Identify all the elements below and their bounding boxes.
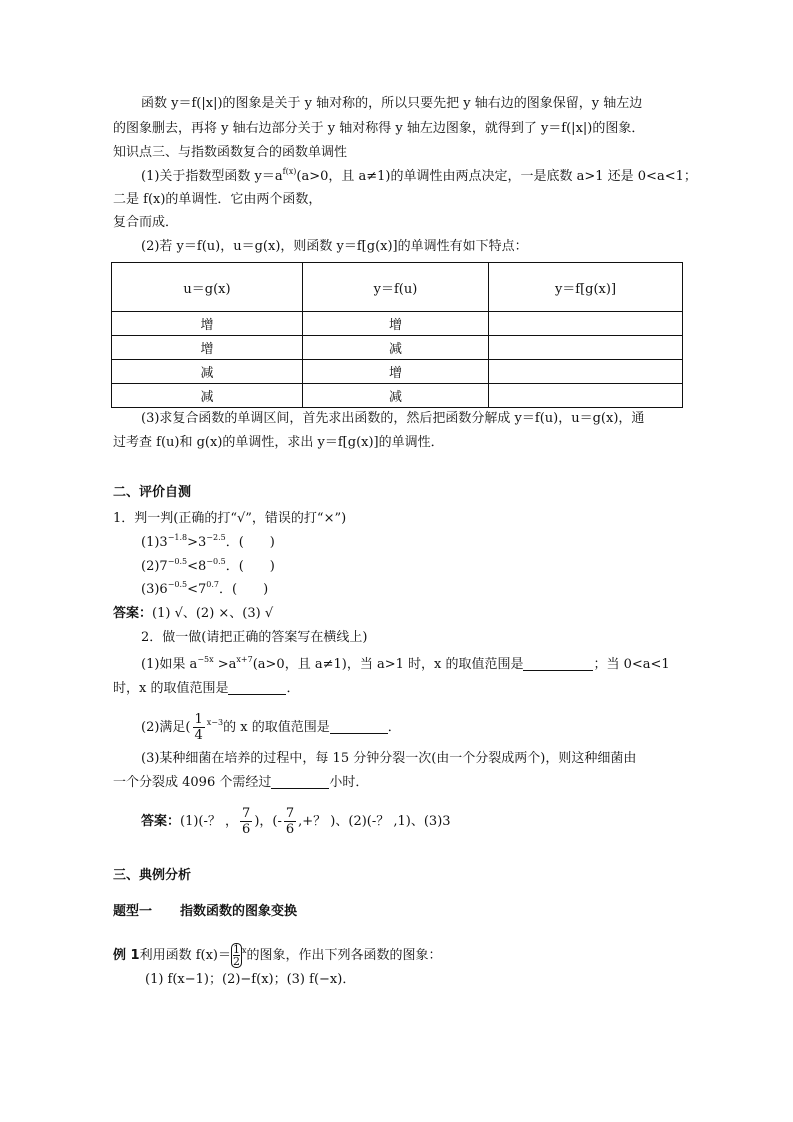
q1-item: $(3)6^{-0.5}<7^{0.7}$．( ) [141,580,269,597]
example-1: 例 1利用函数 f(x)＝ $\frac{1}{2}$ $^x$的图象，作出下列各函数的图象： [113,943,442,968]
fraction: $\frac{1}{4}$ [194,712,203,743]
answer-blank[interactable] [271,774,329,789]
type-heading: 题型一 指数函数的图象变换 [113,904,298,919]
q1-item: $(1)3^{-1.8}>3^{-2.5}$．( ) [141,533,275,550]
table-cell: 增 [112,312,303,336]
table-cell [489,312,683,336]
q1-answer: 答案：(1) √、(2) ×、(3) √ [113,606,274,621]
table-cell: 减 [303,336,489,360]
table-cell: 减 [112,360,303,384]
intro-line-2: 的图象删去，再将 y 轴右边部分关于 y 轴对称得 y 轴左边图象，就得到了 y＝f(|x|)的图象． [113,121,645,136]
knowledge-p1-line3: 复合而成． [113,215,179,230]
q1-item: $(2)7^{-0.5}<8^{-0.5}$．( ) [141,557,275,574]
table-header-cell: u＝g(x) [112,263,303,312]
table-cell [489,360,683,384]
table-row [112,312,683,336]
q2-item-1: (1)如果 $a^{-5x} >a^{x+7}(a>0$，且 a≠1)，当 a>1 时，x 的取值范围是 ；当 0<a<1 [141,655,670,672]
table-cell: 减 [303,384,489,408]
answer-blank[interactable] [228,680,286,695]
section-heading-examples: 三、典例分析 [113,868,192,883]
table-header-cell: y＝f(u) [303,263,489,312]
table-cell: 增 [303,360,489,384]
answer-blank[interactable] [330,719,388,734]
q2-item-1-line2: 时，x 的取值范围是 ． [113,681,300,696]
table-cell [489,384,683,408]
example-1-items: (1) f(x−1)；(2)−f(x)；(3) f(−x)． [145,972,356,987]
table-header-cell: y＝f[g(x)] [489,263,683,312]
fraction: $\frac{7}{6}$ [285,806,295,837]
section-heading-self-test: 二、评价自测 [113,485,192,500]
knowledge-heading: 知识点三、与指数函数复合的函数单调性 [113,145,348,160]
table-cell: 减 [112,384,303,408]
q2-answer: 答案：(1)(-？ ， $\frac{7}{6}$ )，(- $\frac{7}{6}$ ,+？ )、(2)(-？ ,1)、(3)3 [141,806,451,837]
table-header-row [112,263,683,312]
q2-title: 2．做一做(请把正确的答案写在横线上) [141,630,368,645]
knowledge-p1-line2: 二是 f(x)的单调性．它由两个函数， [113,192,322,207]
q2-item-3-line2: 一个分裂成 4096 个需经过 小时． [113,775,369,790]
q2-item-2: (2)满足( $\frac{1}{4}$ $^{x-3}$的 x 的取值范围是 ． [141,712,401,743]
q2-item-3-line1: (3)某种细菌在培养的过程中，每 15 分钟分裂一次(由一个分裂成两个)，则这种细菌由 [141,751,637,766]
p3-line-2: 过考查 f(u)和 g(x)的单调性，求出 y＝f[g(x)]的单调性． [113,435,444,450]
table-cell: 增 [112,336,303,360]
intro-line-1: 函数 y＝f(|x|)的图象是关于 y 轴对称的，所以只要先把 y 轴右边的图象保留，y 轴左边 [141,96,643,111]
answer-blank[interactable] [523,656,593,671]
table-row [112,336,683,360]
table-row [112,384,683,408]
table-cell [489,336,683,360]
bracketed-fraction: $\frac{1}{2}$ [233,943,240,968]
knowledge-p1: (1)关于指数型函数 $y=a^{f(x)}(a>0$，且 a≠1)的单调性由两点决定，一是底数 a>1 还是 0<a<1； [141,167,697,184]
table-row [112,360,683,384]
p3-line-1: (3)求复合函数的单调区间，首先求出函数的，然后把函数分解成 y＝f(u)，u＝g(x)，通 [141,411,645,426]
fraction: $\frac{7}{6}$ [242,806,251,837]
monotonicity-table [111,262,683,408]
table-cell: 增 [303,312,489,336]
knowledge-p2: (2)若 y＝f(u)，u＝g(x)，则函数 y＝f[g(x)]的单调性有如下特点： [141,239,528,254]
q1-title: 1．判一判(正确的打“√”，错误的打“×”) [113,511,347,526]
